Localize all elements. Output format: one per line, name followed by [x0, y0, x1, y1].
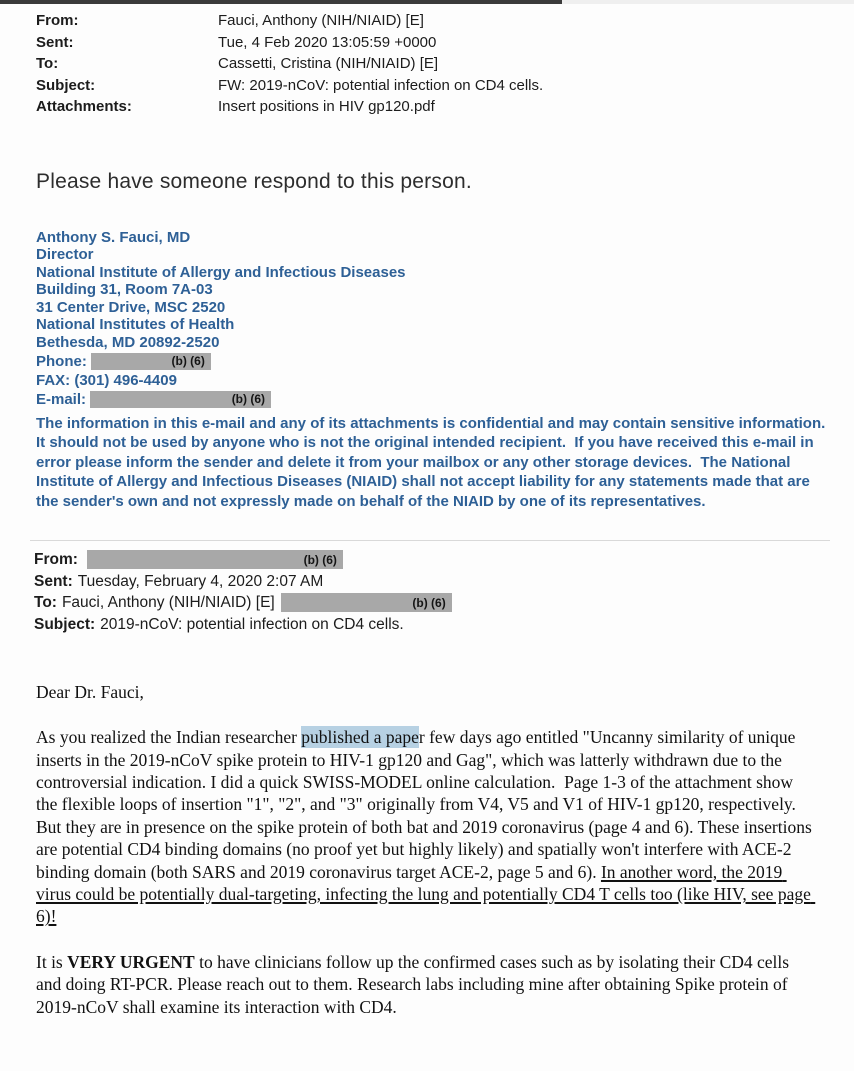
body-paragraph-1 [36, 726, 818, 928]
signature-name: Anthony S. Fauci, MD [36, 228, 191, 246]
signature-block [36, 229, 854, 409]
signature-city: Bethesda, MD 20892-2520 [36, 334, 220, 352]
attachments-label: Attachments: [36, 98, 132, 115]
header-field-to [36, 53, 854, 75]
subject-value: 2019-nCoV: potential infection on CD4 cells. [100, 615, 404, 633]
to-label: To: [34, 594, 57, 612]
fax-line: FAX: (301) 496-4409 [36, 371, 177, 389]
to-value: Fauci, Anthony (NIH/NIAID) [E] [61, 594, 275, 612]
email-header-original [34, 549, 854, 635]
scan-edge-artifact [0, 0, 854, 4]
scan-edge-dark-strip [0, 0, 562, 4]
highlighted-text: published a pape [301, 727, 419, 748]
to-value: Cassetti, Cristina (NIH/NIAID) [E] [218, 55, 439, 72]
paragraph-text: r few days ago entitled "Uncanny similarity of unique inserts in the 2019-nCoV spike protein to HIV-1 gp120 and Gag", which was latterly withdrawn due to the controversial indication. I did a quick SWISS-MODEL online calculation. Page 1-3 of the attachment show the flexible loops of insertion "1", "2", and "3" originally from V4, V5 and V1 of HIV-1 gp120, respectively. But they are in presence on the spike protein of both bat and 2019 coronavirus (page 4 and 6). These insertions are potential CD4 binding domains (no proof yet but highly likely) and spatially won't interfere with ACE-2 binding domain (both SARS and 2019 coronavirus target ACE-2, page 5 and 6). [36, 727, 817, 882]
from-redaction-box [87, 550, 343, 569]
message-separator-line [30, 540, 830, 541]
signature-building: Building 31, Room 7A-03 [36, 281, 213, 299]
sent-value: Tuesday, February 4, 2020 2:07 AM [77, 572, 324, 590]
body-paragraph-2 [36, 951, 818, 1018]
email-label: E-mail: [36, 390, 87, 408]
paragraph-text: It is [36, 951, 68, 972]
to-redaction-box [281, 593, 452, 612]
to-label: To: [36, 55, 59, 72]
email-header-forwarded [0, 0, 854, 118]
redaction-exemption-code: (b) (6) [171, 354, 205, 369]
email-redaction-box [90, 391, 271, 408]
header-field-from [36, 10, 854, 32]
signature-title: Director [36, 246, 94, 264]
original-to-row [34, 592, 854, 614]
phone-label: Phone: [36, 352, 87, 370]
original-from-row [34, 549, 854, 571]
header-field-attachments [36, 96, 854, 118]
original-subject-row [34, 614, 854, 636]
urgent-bold-text: VERY URGENT [67, 951, 195, 972]
subject-label: Subject: [34, 615, 96, 633]
salutation: Dear Dr. Fauci, [36, 682, 144, 703]
signature-email-row [36, 390, 854, 409]
attachment-filename: Insert positions in HIV gp120.pdf [218, 98, 435, 115]
original-sent-row [34, 571, 854, 593]
sent-value: Tue, 4 Feb 2020 13:05:59 +0000 [218, 33, 437, 51]
redaction-exemption-code: (b) (6) [231, 392, 266, 407]
subject-value: FW: 2019-nCoV: potential infection on CD4 cells. [218, 76, 544, 94]
phone-redaction-box [91, 353, 211, 370]
paragraph-text: to have clinicians follow up the confirmed cases such as by isolating their CD4 cells and doing RT-PCR. Please reach out to them. Research labs including mine after obtaining Spike protein of 2019-nCoV shall examine its interaction with CD4. [36, 951, 794, 1017]
underlined-text: In another word, the 2019 virus could be potentially dual-targeting, infecting the lung and potentially CD4 T cells too (like HIV, see page 6)! [36, 861, 816, 927]
signature-fax-row [36, 371, 854, 390]
paragraph-text: As you realized the Indian researcher [36, 727, 302, 748]
subject-label: Subject: [36, 76, 96, 94]
redaction-exemption-code: (b) (6) [412, 595, 446, 610]
sent-label: Sent: [34, 572, 73, 590]
forward-note: Please have someone respond to this person. [36, 169, 472, 193]
header-field-sent [36, 32, 854, 54]
from-label: From: [36, 12, 79, 29]
signature-phone-row [36, 352, 854, 371]
header-field-subject [36, 75, 854, 97]
confidentiality-disclaimer: The information in this e-mail and any of its attachments is confidential and may contain sensitive information. It should not be used by anyone who is not the original intended recipient. If you have received this e-mail in error please inform the sender and delete it from your mailbox or any other storage devices. The National Institute of Allergy and Infectious Diseases (NIAID) shall not accept liability for any statements made that are the sender's own and not expressly made on behalf of the NIAID by one of its representatives. [36, 414, 834, 510]
redaction-exemption-code: (b) (6) [303, 552, 337, 567]
from-value: Fauci, Anthony (NIH/NIAID) [E] [218, 12, 424, 29]
from-label: From: [34, 551, 78, 569]
signature-street: 31 Center Drive, MSC 2520 [36, 298, 226, 316]
sent-label: Sent: [36, 33, 74, 51]
signature-institute: National Institute of Allergy and Infectious Diseases [36, 263, 406, 281]
signature-nih: National Institutes of Health [36, 316, 235, 334]
